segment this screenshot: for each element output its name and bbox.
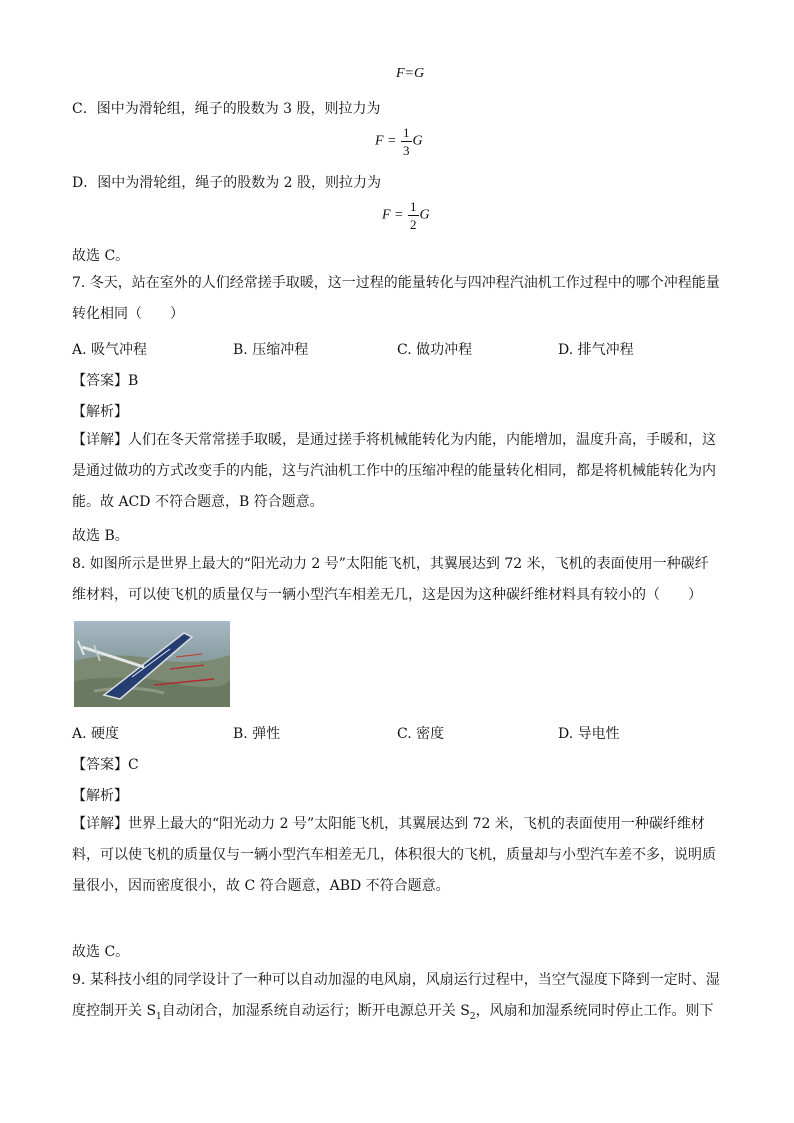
- q7-select: 故选 B。: [72, 528, 129, 544]
- q9-text-b: 自动闭合，加湿系统自动运行；断开电源总开关 S: [161, 1003, 470, 1019]
- q7-analysis-label: 【解析】: [72, 404, 128, 420]
- formula-d-rhs: G: [419, 207, 430, 223]
- fraction-numerator: 1: [403, 125, 410, 140]
- formula-c: [375, 124, 423, 159]
- q7-option-d: D. 排气冲程: [558, 342, 634, 358]
- fraction-numerator: 1: [410, 199, 417, 214]
- q9-text-c: ，风扇和加湿系统同时停止工作。则下: [475, 1003, 714, 1019]
- question-8: [72, 549, 722, 611]
- option-c-line: C．图中为滑轮组，绳子的股数为 3 股，则拉力为: [72, 101, 381, 117]
- q9-text-a: 度控制开关 S: [72, 1003, 157, 1019]
- q7-option-a: A. 吸气冲程: [72, 342, 148, 358]
- q7-detail: [72, 425, 722, 518]
- question-9: [72, 965, 722, 1033]
- q8-select: 故选 C。: [72, 944, 130, 960]
- q8-option-a: A. 硬度: [72, 726, 120, 742]
- q7-answer: 【答案】B: [72, 373, 139, 389]
- option-d-line: D．图中为滑轮组，绳子的股数为 2 股，则拉力为: [72, 175, 382, 191]
- fraction-one-half: [408, 198, 419, 233]
- q8-detail-line-2: 料，可以使飞机的质量仅与一辆小型汽车相差无几，体积很大的飞机，质量却与小型汽车差不多，说明质: [72, 847, 716, 863]
- q7-option-c: C. 做功冲程: [397, 342, 473, 358]
- q7-option-b: B. 压缩冲程: [233, 342, 309, 358]
- q8-answer: 【答案】C: [72, 757, 139, 773]
- formula-d: [382, 198, 430, 233]
- question-7-line-1: 7. 冬天，站在室外的人们经常搓手取暖，这一过程的能量转化与四冲程汽油机工作过程中的哪个冲程能量: [72, 275, 720, 291]
- q9-sub-1: 1: [156, 1011, 162, 1022]
- fraction-denominator: 3: [403, 143, 410, 158]
- q8-option-b: B. 弹性: [233, 726, 281, 742]
- question-9-line-2: [72, 996, 722, 1033]
- q8-detail-line-3: 量很小，因而密度很小，故 C 符合题意，ABD 不符合题意。: [72, 878, 450, 894]
- question-7-line-2: 转化相同（ ）: [72, 306, 184, 322]
- select-c-text: 故选 C。: [72, 248, 130, 264]
- formula-f-equals-g: F=G: [396, 66, 425, 81]
- q7-detail-line-3: 能。故 ACD 不符合题意，B 符合题意。: [72, 494, 324, 510]
- question-7: [72, 268, 722, 330]
- question-9-line-1: 9. 某科技小组的同学设计了一种可以自动加湿的电风扇，风扇运行过程中，当空气湿度下降到一定时、湿: [72, 972, 720, 988]
- q7-detail-line-1: 【详解】人们在冬天常常搓手取暖，是通过搓手将机械能转化为内能，内能增加，温度升高，手暖和，这: [72, 432, 716, 448]
- q9-sub-2: 2: [469, 1011, 476, 1022]
- formula-d-lhs: F =: [382, 207, 404, 223]
- question-8-line-1: 8. 如图所示是世界上最大的“阳光动力 2 号”太阳能飞机，其翼展达到 72 米，飞机的表面使用一种碳纤: [72, 556, 709, 572]
- solar-plane-image: [74, 621, 230, 707]
- q8-detail-line-1: 【详解】世界上最大的“阳光动力 2 号”太阳能飞机，其翼展达到 72 米，飞机的表面使用一种碳纤维材: [72, 816, 705, 832]
- fraction-denominator: 2: [410, 217, 417, 232]
- q8-option-d: D. 导电性: [558, 726, 620, 742]
- formula-c-lhs: F =: [375, 133, 397, 149]
- question-8-line-2: 维材料，可以使飞机的质量仅与一辆小型汽车相差无几，这是因为这种碳纤维材料具有较小的（ ）: [72, 587, 702, 603]
- formula-c-rhs: G: [412, 133, 423, 149]
- q8-analysis-label: 【解析】: [72, 788, 128, 804]
- q7-detail-line-2: 是通过做功的方式改变手的内能，这与汽油机工作中的压缩冲程的能量转化相同，都是将机械能转化为内: [72, 463, 716, 479]
- q8-option-c: C. 密度: [397, 726, 445, 742]
- q8-detail: [72, 809, 722, 902]
- fraction-one-third: [401, 124, 412, 159]
